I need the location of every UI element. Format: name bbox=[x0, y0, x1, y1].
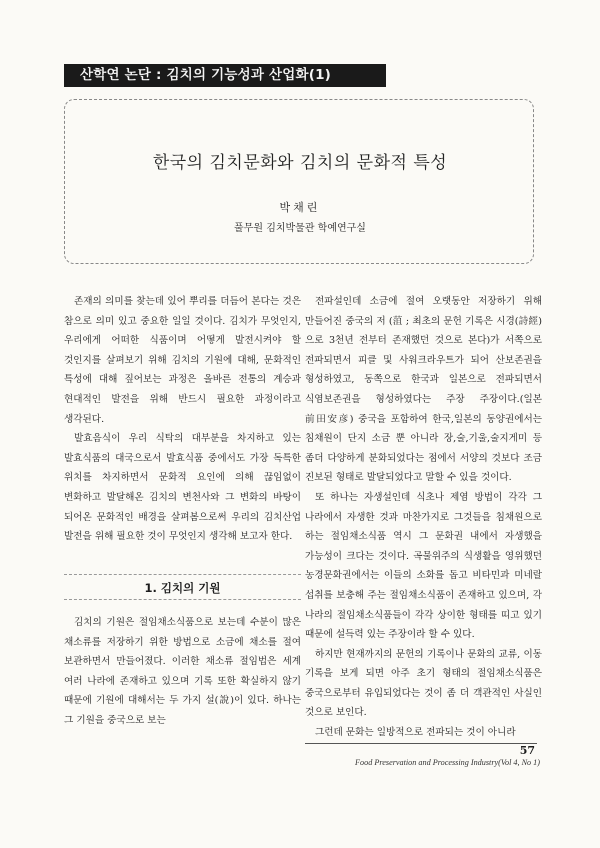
title-frame bbox=[64, 99, 534, 264]
paragraph: 또 하나는 자생설인데 식초나 제염 방법이 각각 그 나라에서 자생한 것과 마찬가지로 그것들을 침채원으로 하는 절임채소식품 역시 그 문화권 내에서 자생했을 가능성이 크다는 것이다. 곡물위주의 식생활을 영위했던 농경문화권에서는 이들의 소화를 돕고 비타민과 미네랄 섭취를 보충해 주는 절임채소식품이 존재하고 있으며, 각 나라의 절임채소식품들이 각각 상이한 형태를 띠고 있기 때문에 설득력 있는 주장이라 할 수 있다. bbox=[305, 491, 542, 641]
paragraph: 전파설인데 소금에 절여 오랫동안 저장하기 위해 만들어진 중국의 저 (菹 ; 최초의 문헌 기록은 시경(詩經)으로 3천년 전부터 존재했던 것으로 본다)가 서쪽으로 전파되면서 피클 및 사워크라우트가 되어 산보존권을 형성하였고, 동쪽으로 한국과 일본으로 전파되면서 식염보존권을 형성하였다는 주장 주장이다.(일본 前田安彦) 중국을 포함하여 한국,일본의 동양권에서는 침채원이 단지 소금 뿐 아니라 장,술,기울,술지게미 등 좀더 다양하게 분화되었다는 점에서 서양의 것보다 조금 진보된 형태로 발달되었다고 말할 수 있을 것이다. bbox=[305, 296, 542, 484]
right-column bbox=[305, 292, 542, 743]
footer-rule bbox=[305, 743, 537, 744]
section-heading: 1. 김치의 기원 bbox=[64, 574, 301, 600]
paragraph: 그런데 문화는 일방적으로 전파되는 것이 아니라 bbox=[315, 727, 516, 739]
paragraph: 존재의 의미를 찾는데 있어 뿌리를 더듬어 본다는 것은 참으로 의미 있고 중요한 일일 것이다. 김치가 무엇인지, 우리에게 어떠한 식품이며 어떻게 발전시켜야 할 것인지를 살펴보기 위해 김치의 기원에 대해, 문화적인 특성에 대해 짚어보는 과정은 올바른 전통의 계승과 현대적인 발전을 위해 반드시 필요한 과정이라고 생각된다. bbox=[64, 296, 301, 425]
series-banner: 산학연 논단 : 김치의 기능성과 산업화(1) bbox=[64, 64, 386, 87]
journal-footer: Food Preservation and Processing Industry(Vol 4, No 1) bbox=[355, 758, 540, 767]
left-column-section bbox=[64, 613, 301, 731]
author-name: 박채린 bbox=[279, 201, 321, 214]
left-column-intro bbox=[64, 292, 301, 547]
article-title: 한국의 김치문화와 김치의 문화적 특성 bbox=[152, 153, 448, 173]
author-affiliation: 풀무원 김치박물관 학예연구실 bbox=[234, 223, 366, 234]
paragraph: 발효음식이 우리 식탁의 대부분을 차지하고 있는 발효식품의 대국으로서 발효식품 중에서도 가장 독특한 위치를 차지하면서 문화적 요인에 의해 끊임없이 변화하고 발달해온 김치의 변천사와 그 변화의 바탕이 되어온 문화적인 배경을 살펴봄으로써 우리의 김치산업 발전을 위해 필요한 것이 무엇인지 생각해 보고자 한다. bbox=[64, 433, 301, 543]
page-number: 57 bbox=[519, 744, 535, 757]
paragraph: 김치의 기원은 절임채소식품으로 보는데 수분이 많은 채소류를 저장하기 위한 방법으로 소금에 채소를 절여 보관하면서 만들어졌다. 이러한 채소류 절임법은 세계 여러 나라에 존재하고 있으며 기록 또한 확실하지 않기 때문에 기원에 대해서는 두 가지 설(說)이 있다. 하나는 그 기원을 중국으로 보는 bbox=[64, 617, 301, 726]
paragraph: 하지만 현재까지의 문헌의 기록이나 문화의 교류, 이동 기록을 보게 되면 아주 초기 형태의 절임채소식품은 중국으로부터 유입되었다는 것이 좀 더 객관적인 사실인 것으로 보인다. bbox=[305, 648, 542, 719]
